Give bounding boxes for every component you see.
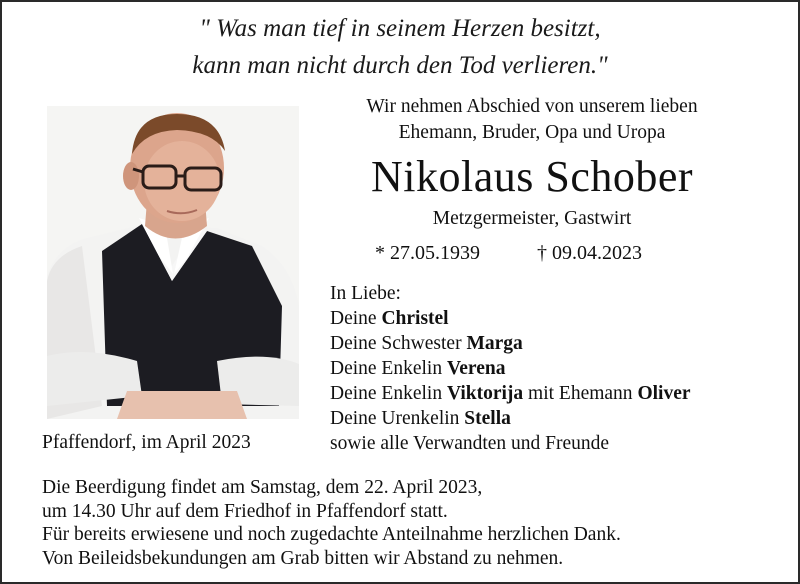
mourner-name: Christel (381, 308, 449, 329)
mourner-spouse-name: Oliver (637, 383, 691, 404)
intro-line-2: Ehemann, Bruder, Opa und Uropa (398, 122, 666, 143)
mourner-name: Viktorija (446, 383, 524, 404)
funeral-line-1: Die Beerdigung findet am Samstag, dem 22. April 2023, (42, 477, 483, 498)
mourner-line: Deine Enkelin Viktorija mit Ehemann Oliver (330, 383, 691, 404)
mourner-line: Deine Schwester Marga (330, 333, 523, 354)
mourners-heading: In Liebe: (330, 283, 401, 304)
funeral-line-3: Für bereits erwiesene und noch zugedachte Anteilnahme herzlichen Dank. (42, 524, 621, 545)
mourner-name: Marga (466, 333, 523, 354)
mourner-name: Verena (446, 358, 506, 379)
funeral-line-4: Von Beileidsbekundungen am Grab bitten wir Abstand zu nehmen. (42, 547, 564, 569)
mourner-line: Deine Enkelin Verena (330, 358, 506, 379)
photo-caption: Pfaffendorf, im April 2023 (42, 432, 251, 453)
funeral-details (42, 476, 621, 570)
deceased-occupation: Metzgermeister, Gastwirt (432, 208, 632, 229)
farewell-intro (302, 94, 762, 146)
birth-date: * 27.05.1939 (375, 242, 480, 264)
mourner-line: Deine Christel (330, 308, 449, 329)
memorial-quote (2, 10, 798, 84)
death-date: † 09.04.2023 (537, 242, 642, 264)
quote-line-1: " Was man tief in seinem Herzen besitzt, (199, 15, 601, 42)
mourner-name: Stella (464, 408, 511, 429)
quote-line-2: kann man nicht durch den Tod verlieren." (192, 52, 608, 79)
mourners-closing: sowie alle Verwandten und Freunde (330, 433, 610, 454)
mourner-line: Deine Urenkelin Stella (330, 408, 511, 429)
portrait-photo (47, 106, 299, 419)
intro-line-1: Wir nehmen Abschied von unserem lieben (366, 96, 698, 117)
funeral-line-2: um 14.30 Uhr auf dem Friedhof in Pfaffendorf statt. (42, 500, 448, 522)
deceased-name: Nikolaus Schober (370, 152, 694, 201)
mourners-list (330, 281, 691, 456)
